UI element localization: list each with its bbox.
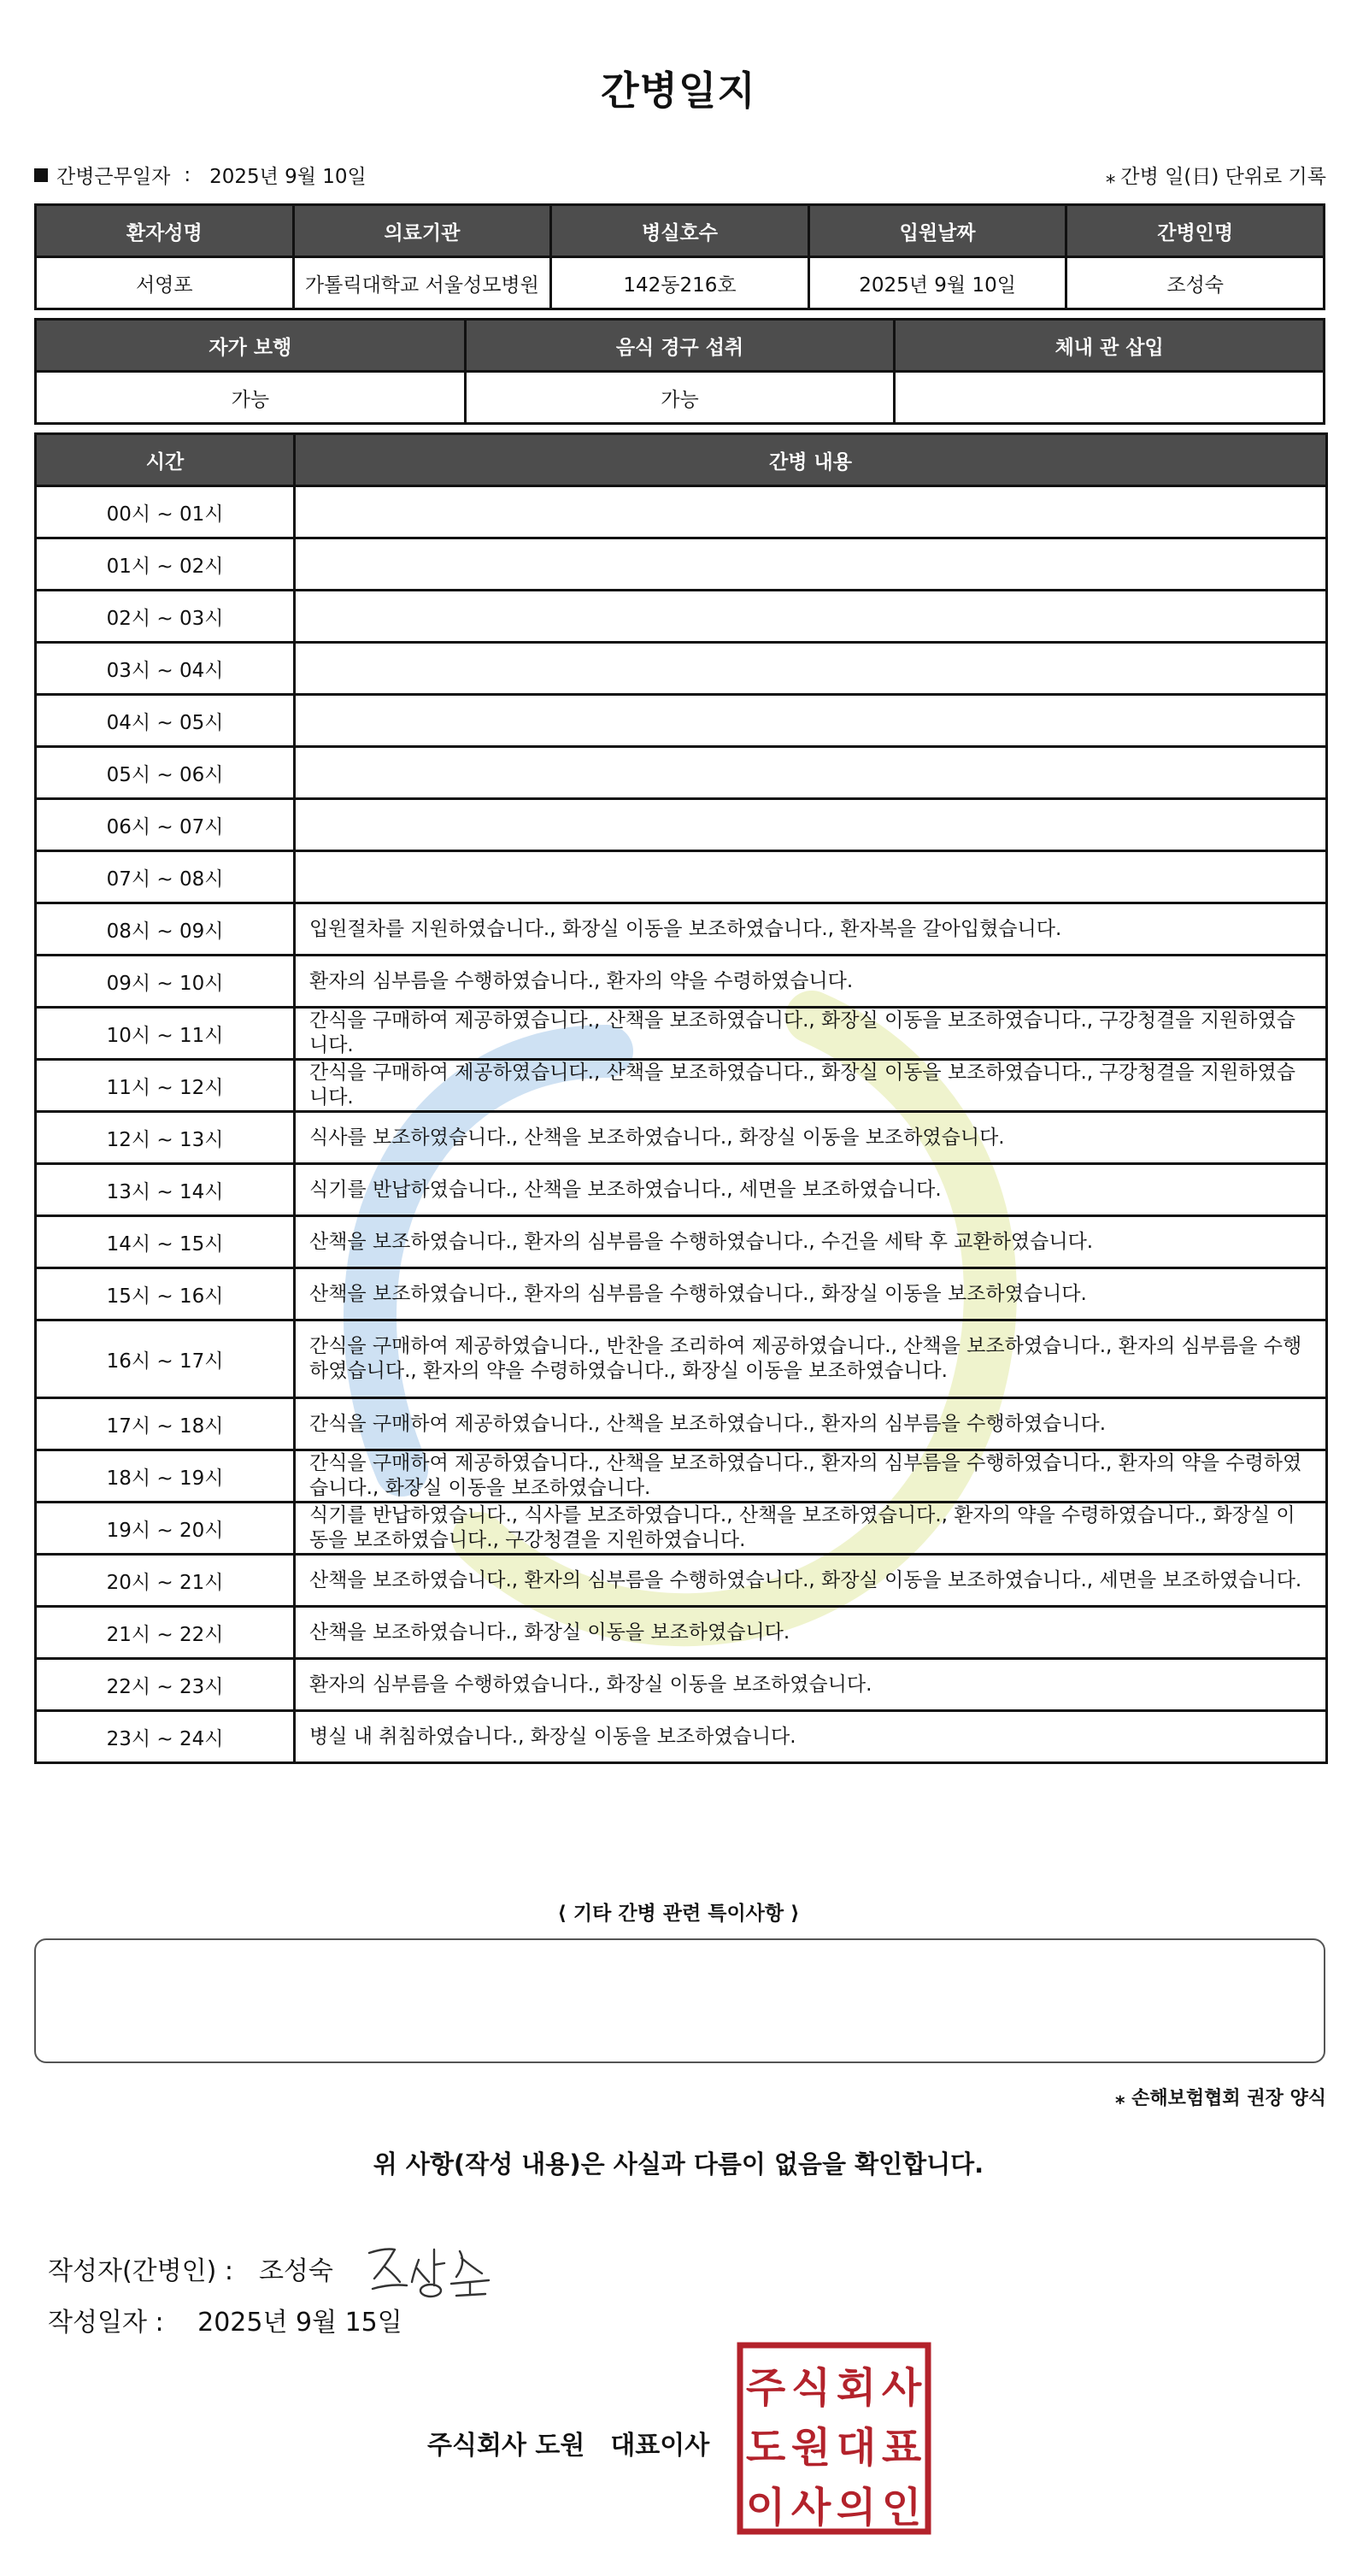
patient-name: 서영포 xyxy=(36,257,294,309)
care-content-cell: 산책을 보조하였습니다., 환자의 심부름을 수행하였습니다., 화장실 이동을 보조하였습니다. xyxy=(295,1268,1327,1320)
care-content-cell xyxy=(295,643,1327,695)
seal-glyph: 사 xyxy=(790,2484,831,2532)
header-caregiver: 간병인명 xyxy=(1066,205,1325,257)
table-row xyxy=(36,956,1327,1008)
header-admission-date: 입원날짜 xyxy=(808,205,1066,257)
time-cell: 04시 ~ 05시 xyxy=(36,695,295,747)
notes-title: ⟨ 기타 간병 관련 특이사항 ⟩ xyxy=(557,1903,800,1925)
self-walking-value: 가능 xyxy=(36,372,466,424)
confirmation-statement: 위 사항(작성 내용)은 사실과 다름이 없음을 확인합니다. xyxy=(373,2150,984,2179)
time-cell: 03시 ~ 04시 xyxy=(36,643,295,695)
time-cell: 17시 ~ 18시 xyxy=(36,1398,295,1450)
seal-glyph: 인 xyxy=(881,2484,922,2532)
patient-status-table xyxy=(34,318,1325,425)
care-content-cell: 산책을 보조하였습니다., 환자의 심부름을 수행하였습니다., 화장실 이동을 보조하였습니다., 세면을 보조하였습니다. xyxy=(295,1555,1327,1607)
caregiver-name: 조성숙 xyxy=(1066,257,1325,309)
care-content-cell: 식기를 반납하였습니다., 산책을 보조하였습니다., 세면을 보조하였습니다. xyxy=(295,1164,1327,1216)
hospital-name: 가톨릭대학교 서울성모병원 xyxy=(293,257,551,309)
written-date-value: 2025년 9월 15일 xyxy=(197,2308,402,2338)
care-content-cell: 간식을 구매하여 제공하였습니다., 산책을 보조하였습니다., 화장실 이동을 보조하였습니다., 구강청결을 지원하였습니다. xyxy=(295,1008,1327,1060)
seal-glyph: 주 xyxy=(745,2364,786,2412)
table-row xyxy=(36,1112,1327,1164)
handwritten-signature xyxy=(361,2234,497,2303)
time-cell: 02시 ~ 03시 xyxy=(36,591,295,643)
table-row xyxy=(36,1607,1327,1659)
header-room: 병실호수 xyxy=(551,205,809,257)
care-content-cell: 간식을 구매하여 제공하였습니다., 산책을 보조하였습니다., 환자의 심부름을 수행하였습니다. xyxy=(295,1398,1327,1450)
asterisk-icon: ⁎ xyxy=(1105,166,1116,188)
table-row xyxy=(36,1711,1327,1763)
time-cell: 12시 ~ 13시 xyxy=(36,1112,295,1164)
table-row xyxy=(36,1450,1327,1503)
care-content-cell: 식사를 보조하였습니다., 산책을 보조하였습니다., 화장실 이동을 보조하였습니다. xyxy=(295,1112,1327,1164)
seal-glyph: 회 xyxy=(836,2364,877,2412)
care-content-cell xyxy=(295,486,1327,538)
oral-intake-value: 가능 xyxy=(465,372,895,424)
care-content-cell: 간식을 구매하여 제공하였습니다., 반찬을 조리하여 제공하였습니다., 산책을 보조하였습니다., 환자의 심부름을 수행하였습니다., 환자의 약을 수령하였습니다., 화장실 이동을 보조하였습니다. xyxy=(295,1320,1327,1398)
header-time: 시간 xyxy=(36,434,295,486)
recommendation-note: ⁎ 손해보험협회 권장 양식 xyxy=(1114,2088,1326,2109)
table-row xyxy=(36,1398,1327,1450)
page-title: 간병일지 xyxy=(601,68,756,114)
table-row xyxy=(36,486,1327,538)
care-content-cell: 환자의 심부름을 수행하였습니다., 환자의 약을 수령하였습니다. xyxy=(295,956,1327,1008)
time-cell: 22시 ~ 23시 xyxy=(36,1659,295,1711)
header-tube-insertion: 체내 관 삽입 xyxy=(895,320,1325,372)
table-row xyxy=(36,851,1327,903)
table-row xyxy=(36,1268,1327,1320)
table-row xyxy=(36,747,1327,799)
time-cell: 20시 ~ 21시 xyxy=(36,1555,295,1607)
admission-date: 2025년 9월 10일 xyxy=(808,257,1066,309)
header-oral-intake: 음식 경구 섭취 xyxy=(465,320,895,372)
seal-glyph: 이 xyxy=(745,2484,786,2532)
table-row xyxy=(36,643,1327,695)
header-hospital: 의료기관 xyxy=(293,205,551,257)
seal-glyph: 원 xyxy=(790,2424,831,2472)
seal-glyph: 표 xyxy=(881,2424,922,2472)
work-date xyxy=(34,161,367,189)
table-row xyxy=(36,1659,1327,1711)
time-cell: 16시 ~ 17시 xyxy=(36,1320,295,1398)
header-patient-name: 환자성명 xyxy=(36,205,294,257)
time-cell: 11시 ~ 12시 xyxy=(36,1060,295,1112)
table-row xyxy=(36,903,1327,956)
care-content-cell xyxy=(295,747,1327,799)
table-row xyxy=(36,1320,1327,1398)
daily-record-note-text: 간병 일(日) 단위로 기록 xyxy=(1120,166,1326,188)
time-cell: 19시 ~ 20시 xyxy=(36,1503,295,1555)
time-cell: 10시 ~ 11시 xyxy=(36,1008,295,1060)
company-name: 주식회사 도원 xyxy=(427,2431,585,2461)
seal-glyph: 도 xyxy=(745,2424,786,2472)
care-content-cell xyxy=(295,799,1327,851)
care-content-cell: 입원절차를 지원하였습니다., 화장실 이동을 보조하였습니다., 환자복을 갈아입혔습니다. xyxy=(295,903,1327,956)
table-row xyxy=(36,1164,1327,1216)
time-cell: 21시 ~ 22시 xyxy=(36,1607,295,1659)
table-row xyxy=(36,799,1327,851)
time-cell: 07시 ~ 08시 xyxy=(36,851,295,903)
writer-line xyxy=(48,2234,497,2303)
time-cell: 00시 ~ 01시 xyxy=(36,486,295,538)
care-content-cell: 식기를 반납하였습니다., 식사를 보조하였습니다., 산책을 보조하였습니다., 환자의 약을 수령하였습니다., 화장실 이동을 보조하였습니다., 구강청결을 지원하였습니다. xyxy=(295,1503,1327,1555)
work-date-value: 2025년 9월 10일 xyxy=(209,166,367,188)
writer-name: 조성숙 xyxy=(258,2256,333,2286)
seal-glyph: 대 xyxy=(836,2424,877,2472)
table-row xyxy=(36,1008,1327,1060)
table-row xyxy=(36,1216,1327,1268)
tube-insertion-value xyxy=(895,372,1325,424)
company-role: 대표이사 xyxy=(610,2431,710,2461)
time-cell: 23시 ~ 24시 xyxy=(36,1711,295,1763)
table-row xyxy=(36,591,1327,643)
care-content-cell: 병실 내 취침하였습니다., 화장실 이동을 보조하였습니다. xyxy=(295,1711,1327,1763)
time-cell: 01시 ~ 02시 xyxy=(36,538,295,591)
square-bullet-icon xyxy=(34,168,48,182)
writer-label: 작성자(간병인) : xyxy=(48,2256,233,2286)
seal-glyph: 식 xyxy=(790,2364,831,2412)
notes-box xyxy=(34,1938,1325,2063)
care-content-cell xyxy=(295,591,1327,643)
seal-glyph: 사 xyxy=(881,2364,922,2412)
time-cell: 06시 ~ 07시 xyxy=(36,799,295,851)
care-content-cell: 간식을 구매하여 제공하였습니다., 산책을 보조하였습니다., 환자의 심부름을 수행하였습니다., 환자의 약을 수령하였습니다., 화장실 이동을 보조하였습니다. xyxy=(295,1450,1327,1503)
care-content-cell xyxy=(295,538,1327,591)
written-date-label: 작성일자 : xyxy=(48,2308,164,2338)
time-cell: 13시 ~ 14시 xyxy=(36,1164,295,1216)
time-cell: 14시 ~ 15시 xyxy=(36,1216,295,1268)
written-date-line xyxy=(48,2301,402,2338)
header-care-content: 간병 내용 xyxy=(295,434,1327,486)
room-number: 142동216호 xyxy=(551,257,809,309)
daily-record-note xyxy=(1106,161,1326,189)
time-cell: 08시 ~ 09시 xyxy=(36,903,295,956)
care-content-cell: 산책을 보조하였습니다., 환자의 심부름을 수행하였습니다., 수건을 세탁 후 교환하였습니다. xyxy=(295,1216,1327,1268)
table-row xyxy=(36,1060,1327,1112)
table-row xyxy=(36,1503,1327,1555)
seal-glyph: 의 xyxy=(836,2484,877,2532)
header-self-walking: 자가 보행 xyxy=(36,320,466,372)
care-content-cell: 간식을 구매하여 제공하였습니다., 산책을 보조하였습니다., 화장실 이동을 보조하였습니다., 구강청결을 지원하였습니다. xyxy=(295,1060,1327,1112)
company-seal xyxy=(737,2342,931,2535)
time-cell: 15시 ~ 16시 xyxy=(36,1268,295,1320)
time-cell: 09시 ~ 10시 xyxy=(36,956,295,1008)
time-cell: 05시 ~ 06시 xyxy=(36,747,295,799)
care-content-cell: 환자의 심부름을 수행하였습니다., 화장실 이동을 보조하였습니다. xyxy=(295,1659,1327,1711)
care-content-cell xyxy=(295,851,1327,903)
work-date-label: 간병근무일자 xyxy=(56,166,171,188)
patient-info-table xyxy=(34,203,1325,310)
time-cell: 18시 ~ 19시 xyxy=(36,1450,295,1503)
table-row xyxy=(36,695,1327,747)
work-date-separator: : xyxy=(184,163,191,186)
table-row xyxy=(36,1555,1327,1607)
care-log-table xyxy=(34,432,1328,1764)
table-row xyxy=(36,538,1327,591)
care-content-cell xyxy=(295,695,1327,747)
company-line xyxy=(427,2424,709,2461)
care-content-cell: 산책을 보조하였습니다., 화장실 이동을 보조하였습니다. xyxy=(295,1607,1327,1659)
